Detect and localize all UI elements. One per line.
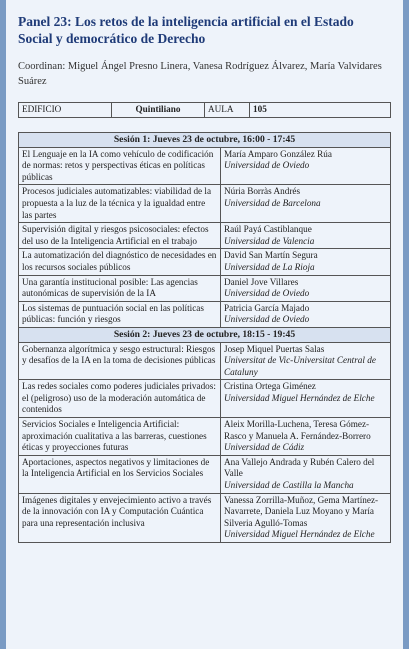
talk-authors [221, 342, 391, 380]
author-affiliation: Universidad de Cádiz [224, 442, 305, 453]
author-name: Cristina Ortega Giménez [224, 381, 316, 392]
talk-authors [221, 418, 391, 456]
talk-authors [221, 147, 391, 185]
author-name: David San Martín Segura [224, 250, 318, 261]
talk-row [19, 418, 391, 456]
author-name: María Amparo González Rúa [224, 148, 332, 159]
author-affiliation: Universidad de Oviedo [224, 288, 310, 299]
talk-authors [221, 185, 391, 223]
document-page [6, 0, 403, 649]
author-name: Josep Miquel Puertas Salas [224, 343, 325, 354]
location-table [18, 102, 391, 118]
session-header: Sesión 2: Jueves 23 de octubre, 18:15 - 19:45 [19, 327, 391, 342]
panel-title: Panel 23: Los retos de la inteligencia artificial en el Estado Social y democrático de Derecho [18, 14, 354, 46]
session-header-row [19, 327, 391, 342]
author-affiliation: Universidad de Barcelona [224, 197, 321, 208]
author-name: Aleix Morilla-Luchena, Teresa Gómez-Rasco y Manuela A. Fernández-Borrero [224, 419, 371, 441]
room-label: AULA [205, 103, 250, 118]
talk-authors [221, 223, 391, 249]
talk-authors [221, 301, 391, 327]
talk-authors [221, 455, 391, 493]
talk-authors [221, 380, 391, 418]
coordinators-line: Coordinan: Miguel Ángel Presno Linera, Vanesa Rodríguez Álvarez, María Valvidares Suárez [18, 61, 382, 87]
talk-title: El Lenguaje en la IA como vehículo de codificación de normas: retos y perspectivas éticas en políticas públicas [19, 147, 221, 185]
room-value: 105 [250, 103, 391, 118]
session-header-row [19, 133, 391, 148]
author-name: Patricia García Majado [224, 302, 310, 313]
talk-row [19, 223, 391, 249]
author-name: Daniel Jove Villares [224, 276, 299, 287]
talk-authors [221, 275, 391, 301]
author-affiliation: Universidad de Oviedo [224, 160, 310, 171]
author-name: Núria Borràs Andrés [224, 186, 301, 197]
talk-title: Procesos judiciales automatizables: viabilidad de la propuesta a la luz de la técnica y la igualdad entre las partes [19, 185, 221, 223]
author-affiliation: Universidad Miguel Hernández de Elche [224, 392, 375, 403]
sessions-table [18, 132, 391, 543]
talk-row [19, 185, 391, 223]
author-affiliation: Universidad de La Rioja [224, 261, 315, 272]
talk-row [19, 380, 391, 418]
author-name: Ana Vallejo Andrada y Rubén Calero del Valle [224, 456, 375, 479]
talk-row [19, 275, 391, 301]
talk-title: Las redes sociales como poderes judiciales privados: el (peligroso) uso de la moderación automática de contenidos [19, 380, 221, 418]
author-name: Raúl Payá Castiblanque [224, 224, 312, 235]
talk-authors [221, 493, 391, 542]
building-label: EDIFICIO [19, 103, 112, 118]
session-header: Sesión 1: Jueves 23 de octubre, 16:00 - 17:45 [19, 133, 391, 148]
talk-row [19, 301, 391, 327]
talk-title: La automatización del diagnóstico de necesidades en los recursos sociales públicos [19, 249, 221, 275]
author-affiliation: Universidad de Oviedo [224, 314, 310, 325]
talk-title: Los sistemas de puntuación social en las políticas públicas: función y riesgos [19, 301, 221, 327]
author-name: Vanessa Zorrilla-Muñoz, Gema Martínez-Navarrete, Daniela Luz Moyano y María Silveria Agulló-Tomas [224, 494, 379, 528]
talk-title: Imágenes digitales y envejecimiento activo a través de la innovación con IA y Computación Cuántica para una representación inclusiva [19, 493, 221, 542]
author-affiliation: Universitat de Vic-Universitat Central de Cataluny [224, 355, 376, 377]
talk-row [19, 342, 391, 380]
building-value: Quintiliano [112, 103, 205, 118]
talk-title: Servicios Sociales e Inteligencia Artificial: aproximación cualitativa a las barreras, cuestiones éticas y proyecciones futuras [19, 418, 221, 456]
talk-title: Supervisión digital y riesgos psicosociales: efectos del uso de la Inteligencia Artificial en el trabajo [19, 223, 221, 249]
talk-title: Aportaciones, aspectos negativos y limitaciones de la Inteligencia Artificial en los Servicios Sociales [19, 455, 221, 493]
talk-row [19, 147, 391, 185]
talk-title: Gobernanza algorítmica y sesgo estructural: Riesgos y desafíos de la IA en la toma de decisiones públicas [19, 342, 221, 380]
author-affiliation: Universidad de Valencia [224, 235, 315, 246]
talk-row [19, 249, 391, 275]
author-affiliation: Universidad Miguel Hernández de Elche [224, 529, 375, 540]
author-affiliation: Universidad de Castilla la Mancha [224, 480, 354, 491]
talk-row [19, 455, 391, 493]
talk-row [19, 493, 391, 542]
talk-title: Una garantía institucional posible: Las agencias autonómicas de supervisión de la IA [19, 275, 221, 301]
talk-authors [221, 249, 391, 275]
